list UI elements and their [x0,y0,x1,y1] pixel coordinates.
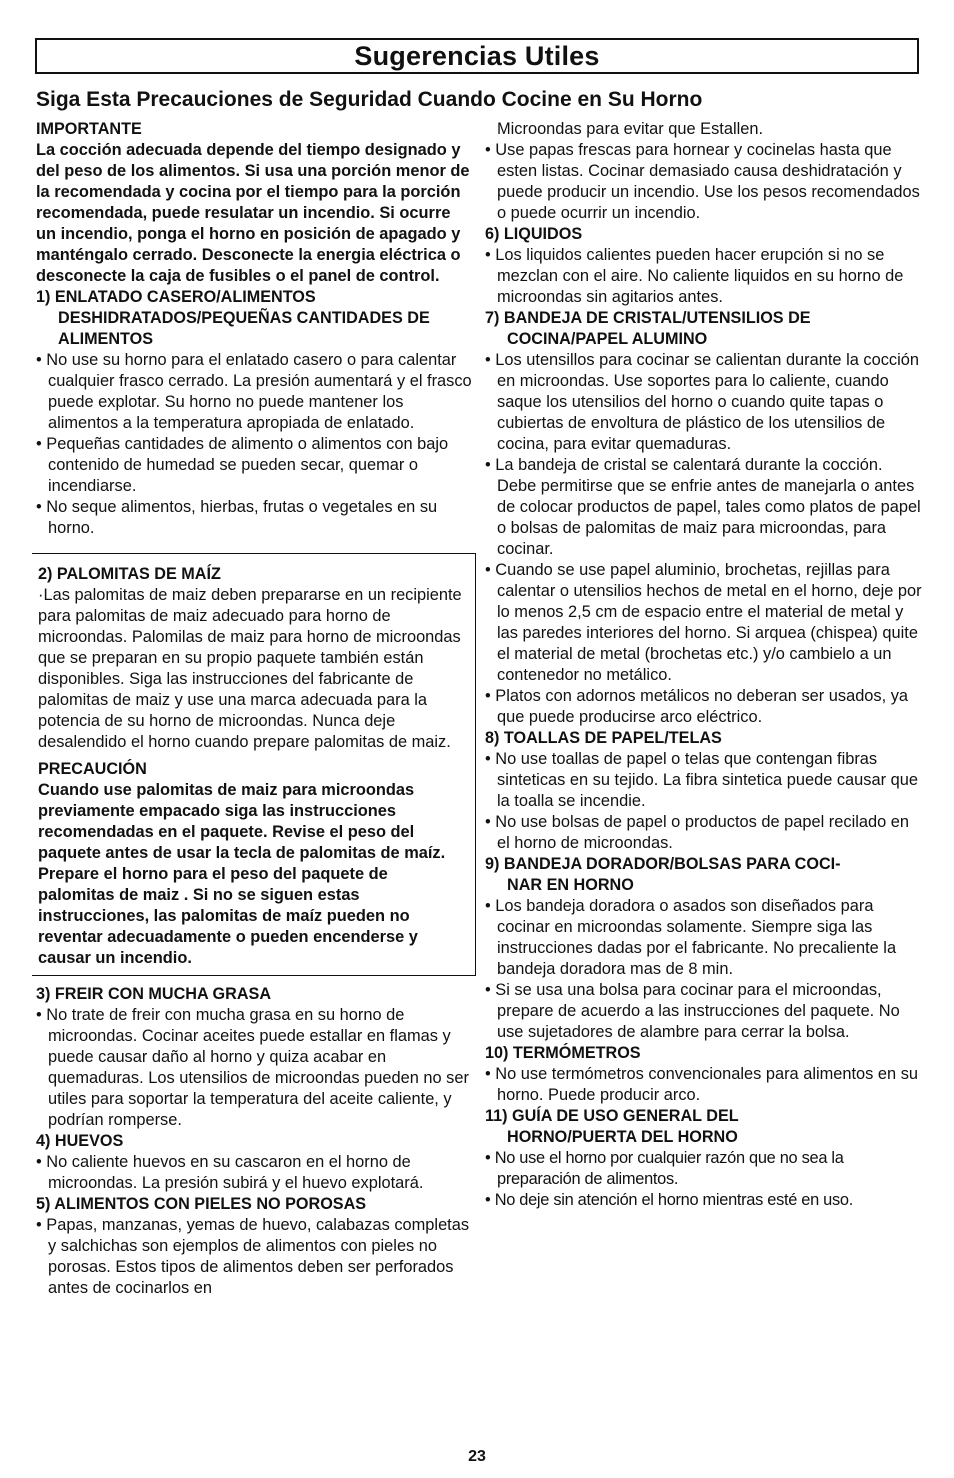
left-column [36,119,474,1299]
precaucion-text: Cuando use palomitas de maiz para microondas previamente empacado siga las instrucciones recomendadas en el paquete. Revise el peso del paquete antes de usar la tecla de palomitas de maíz. Prepare el horno para el peso del paquete de palomitas de maiz . Si no se siguen estas instrucciones, las palomitas de maíz pueden no reventar adecuadamente o pueden encenderse y causar un incendio. [38,781,446,967]
section-11-bullet: • No use el horno por cualquier razón que no sea la preparación de alimentos. [485,1149,844,1188]
section-7-heading: 7) BANDEJA DE CRISTAL/UTENSILIOS DE [485,309,811,327]
section-3-heading: 3) FREIR CON MUCHA GRASA [36,985,272,1003]
right-column [485,119,923,1211]
section-7-heading-cont: COCINA/PAPEL ALUMINO [507,330,708,348]
section-6-heading: 6) LIQUIDOS [485,225,583,243]
section-9-bullet: • Si se usa una bolsa para cocinar para el microondas, prepare de acuerdo a las instrucciones del paquete. No use sujetadores de alambre para cerrar la bolsa. [485,981,900,1041]
title-box [35,38,919,74]
section-7-bullet: • La bandeja de cristal se calentará durante la cocción. Debe permitirse que se enfrie antes de manejarla o antes de colocar productos de papel, tales como platos de papel o bolsas de palomitas de maiz para microondas, para cocinar. [485,456,921,558]
section-2-heading: 2) PALOMITAS DE MAÍZ [38,565,221,583]
section-8-heading: 8) TOALLAS DE PAPEL/TELAS [485,729,722,747]
section-5-heading: 5) ALIMENTOS CON PIELES NO POROSAS [36,1195,367,1213]
section-5-bullet: • Papas, manzanas, yemas de huevo, calabazas completas y salchichas son ejemplos de alimentos con pieles no porosas. Estos tipos de alimentos deben ser perforados antes de cocinarlos en [36,1216,470,1297]
section-4-heading: 4) HUEVOS [36,1132,124,1150]
section-1-bullet: • No use su horno para el enlatado casero o para calentar cualquier frasco cerrado. La presión aumentará y el frasco puede explotar. Su horno no puede mantener los alimentos a la temperatura apropiada de enlatado. [36,351,472,432]
importante-text: La cocción adecuada depende del tiempo designado y del peso de los alimentos. Si usa una porción menor de la recomendada y cocina por el tiempo para la porción recomendada, puede resulatar un incendio. Si ocurre un incendio, ponga el horno en posición de apagado y manténgalo cerrado. Desconecte la energia eléctrica o desconecte la caja de fusibles o el panel de control. [36,141,470,285]
continued-bullet: • Use papas frescas para hornear y cocinelas hasta que esten listas. Cocinar demasiado causa deshidratación y puede producir un incendio. Use los pesos recomendados o puede ocurrir un incendio. [485,141,920,222]
section-1-bullet: • Pequeñas cantidades de alimento o alimentos con bajo contenido de humedad se pueden secar, quemar o incendiarse. [36,435,449,495]
precaucion-label: PRECAUCIÓN [38,760,147,778]
section-9-heading-cont: NAR EN HORNO [507,876,634,894]
section-10-heading: 10) TERMÓMETROS [485,1044,641,1062]
section-7-bullet: • Platos con adornos metálicos no deberan ser usados, ya que puede producirse arco eléctrico. [485,687,909,726]
page-number: 23 [468,1448,486,1465]
section-7-bullet: • Cuando se use papel aluminio, brochetas, rejillas para calentar o utensilios hechos de metal en el horno, deje por lo menos 2,5 cm de espacio entre el material de metal y las paredes interiores del horno. Si arquea (chispea) quite el material de metal (brochetas etc.) y/o cambielo a un contenedor no metálico. [485,561,922,684]
section-7-bullet: • Los utensillos para cocinar se calientan durante la cocción en microondas. Use soportes para lo caliente, cuando saque los utensilios del horno o cuando quite tapas o cubiertas de envoltura de plástico de los utensilios de cocina, para evitar quemaduras. [485,351,919,453]
popcorn-box [32,553,476,976]
section-11-heading: 11) GUÍA DE USO GENERAL DEL [485,1107,739,1125]
page-subtitle: Siga Esta Precauciones de Seguridad Cuando Cocine en Su Horno [36,88,703,111]
section-1-bullet: • No seque alimentos, hierbas, frutas o vegetales en su horno. [36,498,438,537]
section-9-heading: 9) BANDEJA DORADOR/BOLSAS PARA COCI- [485,855,841,873]
section-1-heading: 1) ENLATADO CASERO/ALIMENTOS [36,288,316,306]
section-11-heading-cont: HORNO/PUERTA DEL HORNO [507,1128,738,1146]
section-8-bullet: • No use bolsas de papel o productos de papel recilado en el horno de microondas. [485,813,909,852]
section-11-bullet: • No deje sin atención el horno mientras esté en uso. [485,1191,853,1209]
page-title: Sugerencias Utiles [354,40,600,71]
importante-label: IMPORTANTE [36,120,142,138]
section-8-bullet: • No use toallas de papel o telas que contengan fibras sinteticas en su tejido. La fibra sintetica puede causar que la toalla se incendie. [485,750,918,810]
section-1-heading-cont: DESHIDRATADOS/PEQUEÑAS CANTIDADES DE ALIMENTOS [58,309,430,348]
continued-text: Microondas para evitar que Estallen. [497,120,764,138]
section-9-bullet: • Los bandeja doradora o asados son diseñados para cocinar en microondas solamente. Siempre siga las instrucciones dadas por el fabricante. No precaliente la bandeja doradora mas de 8 min. [485,897,897,978]
section-3-bullet: • No trate de freir con mucha grasa en su horno de microondas. Cocinar aceites puede estallar en flamas y puede causar daño al horno y quiza acabar en quemaduras. Los utensilios de microondas pueden no ser utiles para soportar la temperatura del aceite caliente, y podrían romperse. [36,1006,469,1129]
section-10-bullet: • No use termómetros convencionales para alimentos en su horno. Puede producir arco. [485,1065,919,1104]
section-2-text: ·Las palomitas de maiz deben prepararse en un recipiente para palomitas de maiz adecuado para horno de microondas. Palomilas de maiz para horno de microondas que se preparan en su propio paquete también están disponibles. Siga las instrucciones del fabricante de palomitas de maiz y use una marca adecuada para la potencia de su horno de microondas. Nunca deje desalendido el horno cuando prepare palomitas de maiz. [38,586,462,751]
section-6-bullet: • Los liquidos calientes pueden hacer erupción si no se mezclan con el aire. No caliente liquidos en su horno de microondas sin agitarios antes. [485,246,904,306]
section-4-bullet: • No caliente huevos en su cascaron en el horno de microondas. La presión subirá y el huevo explotará. [36,1153,424,1192]
